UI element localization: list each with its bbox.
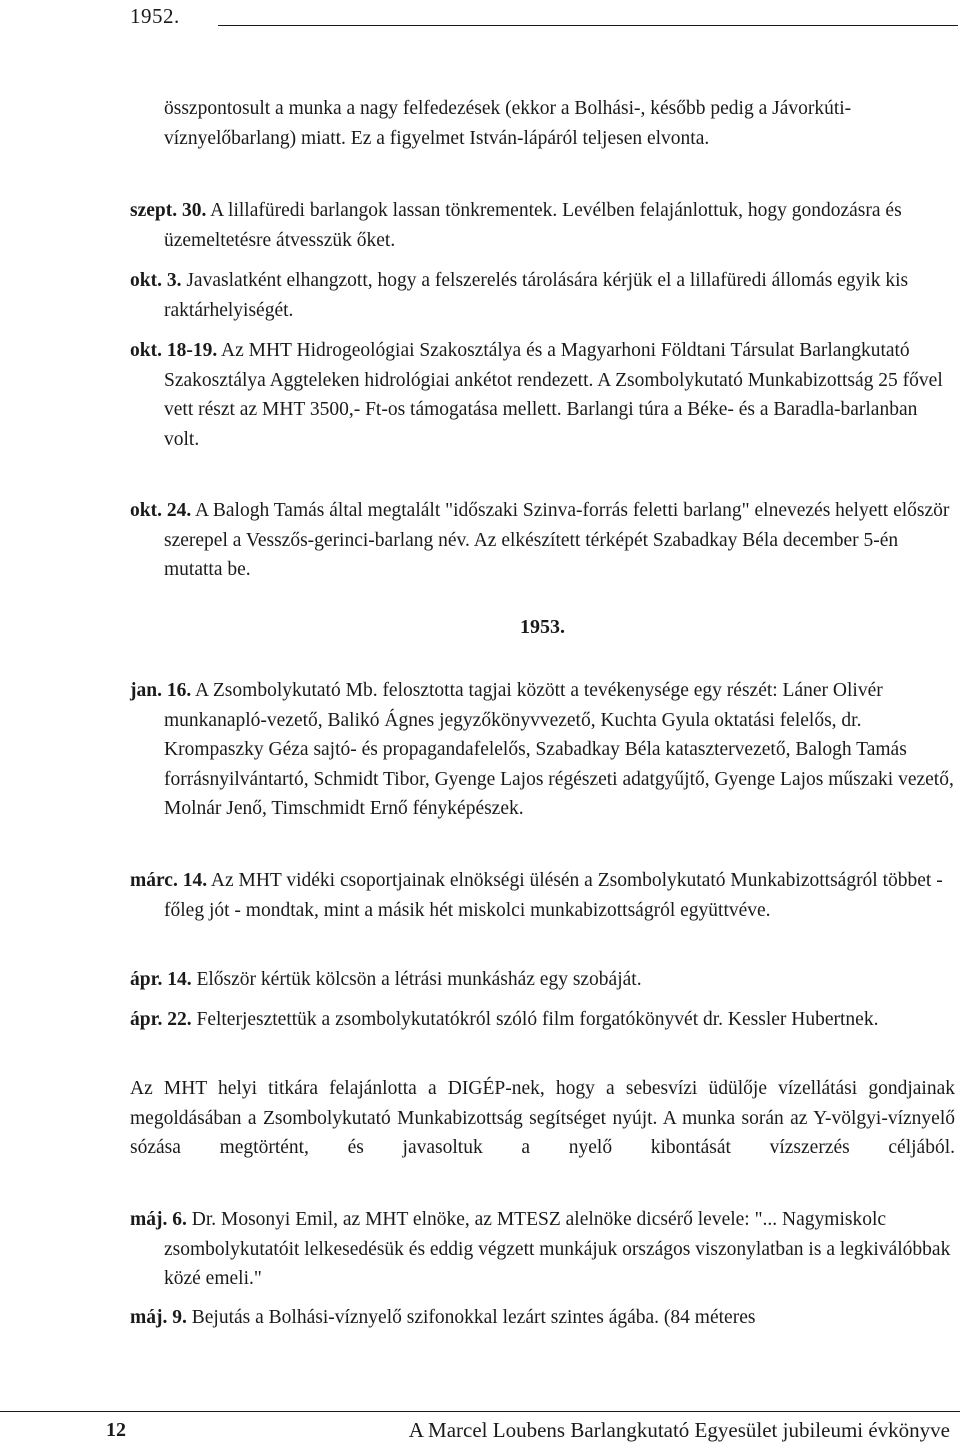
entry-text: A Zsombolykutató Mb. felosztotta tagjai között a tevékenysége egy részét: Láner Olivér munkanapló-vezető, Balikó Ágnes jegyzőkönyvvezető, Kuchta Gyula oktatási felelős, dr. Krompaszky Géza sajtó- és propagandafelelős, Szabadkay Béla katasztervezető, Balogh Tamás forrásnyilvántartó, Schmidt Tibor, Gyenge Lajos régészeti adatgyűjtő, Gyenge Lajos műszaki vezető, Molnár Jenő, Timschmidt Ernő fényképészek.: [164, 680, 954, 819]
entry-text: A Balogh Tamás által megtalált "időszaki Szinva-forrás feletti barlang" elnevezés helyett először szerepel a Vesszős-gerinci-barlang név. Az elkészített térképét Szabadkay Béla december 5-én mutatta be.: [164, 500, 950, 580]
entry-date: ápr. 22.: [130, 1009, 192, 1030]
entry-text: A lillafüredi barlangok lassan tönkrementek. Levélben felajánlottuk, hogy gondozásra és üzemeltetésre átvesszük őket.: [164, 200, 902, 251]
paragraph-digep: Az MHT helyi titkára felajánlotta a DIGÉP-nek, hogy a sebesvízi üdülője vízellátási gondjainak megoldásában a Zsombolykutató Munkabizottság segítséget nyújt. A munka során az Y-völgyi-víznyelő sózása megtörtént, és javasoltuk a nyelő kibontását vízszerzés céljából.: [130, 1078, 955, 1158]
entry-date: okt. 18-19.: [130, 340, 218, 361]
entry-date: máj. 9.: [130, 1307, 187, 1328]
entry-text: Dr. Mosonyi Emil, az MHT elnöke, az MTESZ alelnöke dicsérő levele: "... Nagymiskolc zsombolykutatóit lelkesedésük és eddig végzett munkájuk országos viszonylatban is a legkiválóbbak közé emeli.": [164, 1209, 951, 1289]
entry-date: jan. 16.: [130, 680, 192, 701]
header-rule: [218, 25, 958, 26]
page-number: 12: [106, 1419, 126, 1441]
entry-date: szept. 30.: [130, 200, 207, 221]
entry-text: Az MHT vidéki csoportjainak elnökségi ülésén a Zsombolykutató Munkabizottságról többet - főleg jót - mondtak, mint a másik hét miskolci munkabizottságról együttvéve.: [164, 870, 943, 921]
entry-jan-16: [130, 676, 955, 824]
entry-text: Javaslatként elhangzott, hogy a felszerelés tárolására kérjük el a lillafüredi állomás egyik kis raktárhelyiségét.: [164, 270, 909, 321]
entry-date: okt. 24.: [130, 500, 192, 521]
entry-text: Az MHT Hidrogeológiai Szakosztálya és a Magyarhoni Földtani Társulat Barlangkutató Szakosztálya Aggteleken hidrológiai ankétot rendezett. A Zsombolykutató Munkabizottság 25 fővel vett részt az MHT 3500,- Ft-os támogatása mellett. Barlangi túra a Béke- és a Baradla-barlanban volt.: [164, 340, 943, 450]
entry-continuation: összpontosult a munka a nagy felfedezések (ekkor a Bolhási-, később pedig a Jávorkúti-víznyelőbarlang) miatt. Ez a figyelmet István-lápáról teljesen elvonta.: [164, 98, 852, 149]
header-year: 1952.: [130, 4, 180, 28]
entry-apr-22: [130, 1005, 955, 1035]
footer-rule: [0, 1411, 960, 1412]
entry-date: máj. 6.: [130, 1209, 187, 1230]
entry-maj-9: [130, 1303, 955, 1333]
entry-text: Először kértük kölcsön a létrási munkásház egy szobáját.: [191, 969, 642, 990]
entry-oct-3: [130, 266, 955, 325]
entry-date: ápr. 14.: [130, 969, 192, 990]
entry-text: Felterjesztettük a zsombolykutatókról szóló film forgatókönyvét dr. Kessler Hubertnek.: [191, 1009, 879, 1030]
entry-date: márc. 14.: [130, 870, 208, 891]
entry-sept-30: [130, 196, 955, 255]
entry-maj-6: [130, 1205, 955, 1294]
entry-text: Bejutás a Bolhási-víznyelő szifonokkal lezárt szintes ágába. (84 méteres: [186, 1307, 756, 1328]
entry-oct-24: [130, 496, 955, 585]
entry-date: okt. 3.: [130, 270, 182, 291]
entry-apr-14: [130, 965, 955, 995]
entry-marc-14: [130, 866, 955, 925]
book-title: A Marcel Loubens Barlangkutató Egyesület jubileumi évkönyve: [408, 1418, 950, 1442]
year-heading: 1953.: [520, 616, 565, 638]
entry-oct-18-19: [130, 336, 955, 454]
